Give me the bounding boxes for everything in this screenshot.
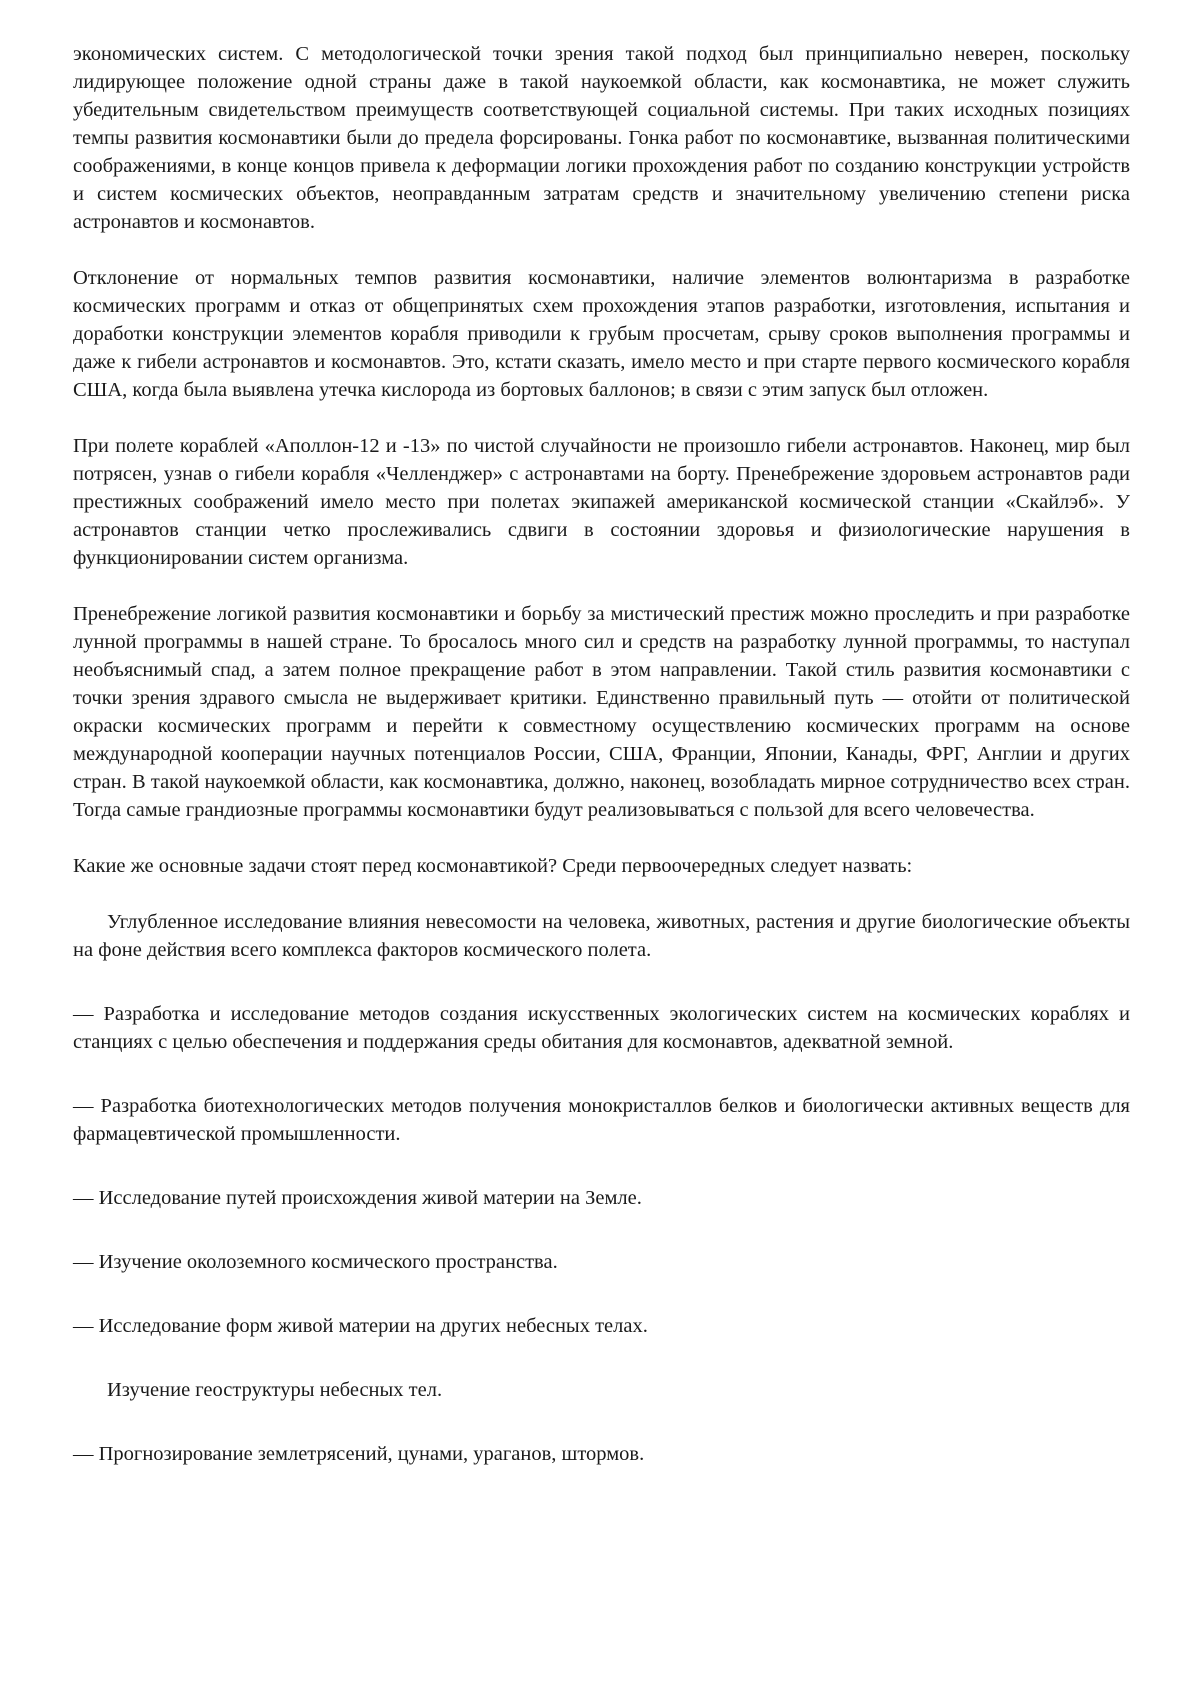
document-page	[73, 40, 1130, 1504]
body-paragraph: экономических систем. С методологической точки зрения такой подход был принципиально неверен, поскольку лидирующее положение одной страны даже в такой наукоемкой области, как космонавтика, не может служить убедительным свидетельством преимуществ соответствующей социальной системы. При таких исходных позициях темпы развития космонавтики были до предела форсированы. Гонка работ по космонавтике, вызванная политическими соображениями, в конце концов привела к деформации логики прохождения работ по созданию конструкции устройств и систем космических объектов, неоправданным затратам средств и значительному увеличению степени риска астронавтов и космонавтов.	[73, 43, 1130, 233]
tasks-intro: Какие же основные задачи стоят перед космонавтикой? Среди первоочередных следует назвать:	[73, 855, 913, 877]
body-paragraph: Пренебрежение логикой развития космонавтики и борьбу за мистический престиж можно проследить и при разработке лунной программы в нашей стране. То бросалось много сил и средств на разработку лунной программы, то наступал необъяснимый спад, а затем полное прекращение работ в этом направлении. Такой стиль развития космонавтики с точки зрения здравого смысла не выдерживает критики. Единственно правильный путь — отойти от политической окраски космических программ и перейти к совместному осуществлению космических программ на основе международной кооперации научных потенциалов России, США, Франции, Японии, Канады, ФРГ, Англии и других стран. В такой наукоемкой области, как космонавтика, должно, наконец, возобладать мирное сотрудничество всех стран. Тогда самые грандиозные программы космонавтики будут реализовываться с пользой для всего человечества.	[73, 603, 1130, 821]
task-item: — Разработка биотехнологических методов получения монокристаллов белков и биологически активных веществ для фармацевтической промышленности.	[73, 1095, 1130, 1145]
task-item: — Разработка и исследование методов создания искусственных экологических систем на космических кораблях и станциях с целью обеспечения и поддержания среды обитания для космонавтов, адекватной земной.	[73, 1003, 1130, 1053]
task-item: Изучение геоструктуры небесных тел.	[107, 1379, 443, 1401]
task-item: — Прогнозирование землетрясений, цунами, ураганов, штормов.	[73, 1443, 645, 1465]
task-item: Углубленное исследование влияния невесомости на человека, животных, растения и другие биологические объекты на фоне действия всего комплекса факторов космического полета.	[73, 911, 1130, 961]
task-item: — Исследование форм живой материи на других небесных телах.	[73, 1315, 648, 1337]
body-paragraph: При полете кораблей «Аполлон-12 и -13» по чистой случайности не произошло гибели астронавтов. Наконец, мир был потрясен, узнав о гибели корабля «Челленджер» с астронавтами на борту. Пренебрежение здоровьем астронавтов ради престижных соображений имело место при полетах экипажей американской космической станции «Скайлэб». У астронавтов станции четко прослеживались сдвиги в состоянии здоровья и физиологические нарушения в функционировании систем организма.	[73, 435, 1130, 569]
task-item: — Исследование путей происхождения живой материи на Земле.	[73, 1187, 642, 1209]
body-paragraph: Отклонение от нормальных темпов развития космонавтики, наличие элементов волюнтаризма в разработке космических программ и отказ от общепринятых схем прохождения этапов разработки, изготовления, испытания и доработки конструкции элементов корабля приводили к грубым просчетам, срыву сроков выполнения программы и даже к гибели астронавтов и космонавтов. Это, кстати сказать, имело место и при старте первого космического корабля США, когда была выявлена утечка кислорода из бортовых баллонов; в связи с этим запуск был отложен.	[73, 267, 1130, 401]
task-item: — Изучение околоземного космического пространства.	[73, 1251, 558, 1273]
